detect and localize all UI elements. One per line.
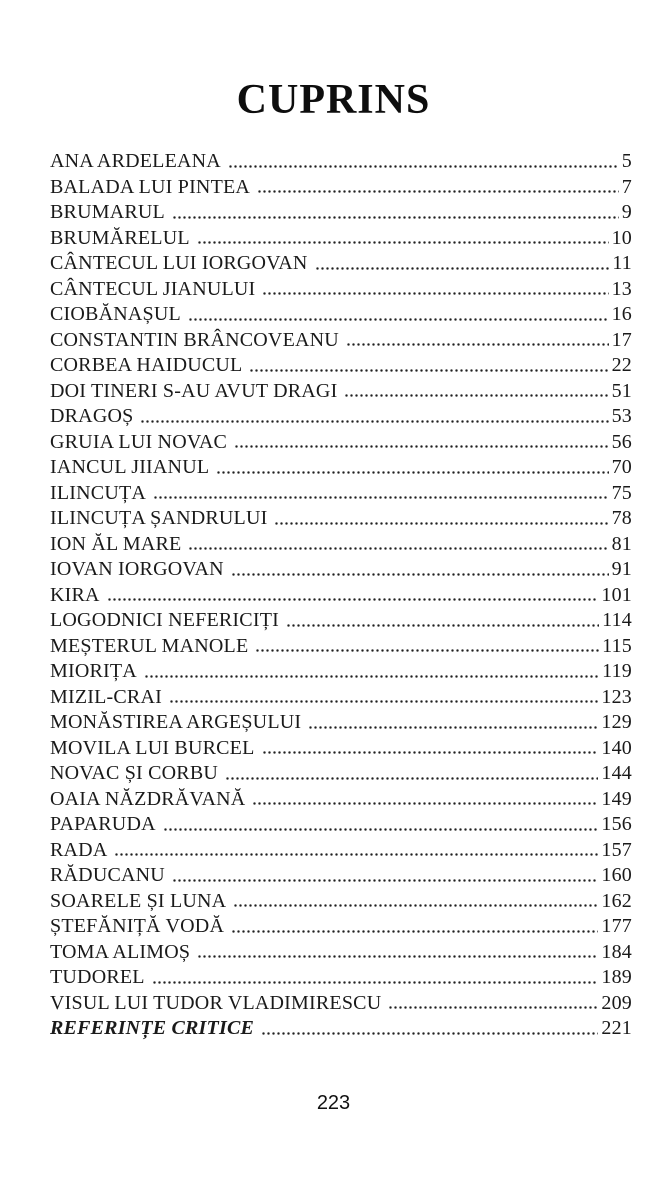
toc-entry-page-number: 5 [621,150,632,172]
toc-entry-label: IOVAN IORGOVAN [50,558,224,580]
toc-entry [50,787,632,813]
toc-dot-leader [169,685,598,711]
toc-entry-label: SOARELE ȘI LUNA [50,889,227,912]
toc-entry [50,481,632,507]
toc-dot-leader [172,200,619,226]
toc-entry-label: ILINCUȚA ȘANDRULUI [50,507,268,529]
toc-entry-label: CIOBĂNAȘUL [50,303,181,325]
toc-entry [50,583,632,609]
toc-entry-label: REFERINȚE CRITICE [50,1017,255,1039]
toc-entry [50,710,632,736]
toc-entry-page-number: 22 [611,354,632,376]
toc-dot-leader [308,710,598,736]
toc-entry-page-number: 209 [601,991,632,1014]
toc-entry-label: DRAGOȘ [50,405,134,427]
toc-entry [50,379,632,405]
toc-entry-page-number: 184 [601,940,632,963]
toc-entry-label: KIRA [50,583,100,606]
toc-entry-page-number: 10 [611,226,632,249]
toc-entry [50,608,632,634]
toc-entry [50,532,632,558]
toc-dot-leader [344,379,608,405]
toc-entry-page-number: 115 [602,634,632,657]
toc-entry-label: CÂNTECUL LUI IORGOVAN [50,252,308,274]
toc-entry-page-number: 9 [621,201,632,223]
toc-entry-label: CORBEA HAIDUCUL [50,354,243,376]
toc-entry [50,506,632,532]
toc-entry [50,659,632,685]
toc-entry-label: GRUIA LUI NOVAC [50,430,228,453]
toc-dot-leader [172,863,598,889]
toc-dot-leader [262,277,608,303]
toc-list [50,149,632,1042]
toc-entry-page-number: 91 [611,558,632,580]
toc-entry [50,557,632,583]
toc-dot-leader [274,506,608,532]
toc-dot-leader [234,430,609,456]
page-title: CUPRINS [236,77,431,123]
toc-entry-label: BRUMARUL [50,201,165,223]
toc-entry-page-number: 114 [602,609,632,631]
toc-entry [50,430,632,456]
toc-entry [50,455,632,481]
toc-entry [50,1016,632,1042]
toc-dot-leader [261,1016,598,1042]
toc-entry [50,863,632,889]
toc-entry [50,991,632,1017]
toc-entry [50,914,632,940]
toc-dot-leader [255,634,599,660]
toc-entry-label: BRUMĂRELUL [50,226,190,249]
toc-dot-leader [231,914,598,940]
toc-entry-page-number: 75 [611,481,632,504]
toc-entry [50,685,632,711]
toc-entry-page-number: 162 [601,889,632,912]
toc-entry-label: MEȘTERUL MANOLE [50,634,249,657]
toc-dot-leader [233,889,598,915]
toc-entry-label: MOVILA LUI BURCEL [50,736,255,759]
toc-entry [50,812,632,838]
toc-entry-page-number: 156 [601,813,632,835]
toc-dot-leader [286,608,599,634]
folio-page-number: 223 [316,1092,351,1114]
toc-entry-page-number: 129 [601,711,632,733]
toc-entry-label: RADA [50,838,108,861]
toc-entry [50,302,632,328]
toc-entry-label: ION ĂL MARE [50,532,182,555]
toc-entry [50,965,632,991]
toc-entry [50,889,632,915]
toc-entry-label: TUDOREL [50,966,145,988]
toc-entry-page-number: 16 [611,303,632,325]
toc-entry-page-number: 144 [601,762,632,784]
toc-entry-label: ILINCUȚA [50,481,147,504]
toc-entry-page-number: 149 [601,787,632,810]
toc-entry-label: DOI TINERI S-AU AVUT DRAGI [50,379,338,402]
toc-entry [50,200,632,226]
toc-dot-leader [216,455,608,481]
toc-entry-page-number: 123 [601,685,632,708]
toc-entry-page-number: 177 [601,915,632,937]
toc-entry-label: CÂNTECUL JIANULUI [50,277,256,300]
toc-dot-leader [228,149,619,175]
toc-dot-leader [315,251,610,277]
toc-entry-page-number: 17 [611,328,632,351]
toc-entry-page-number: 119 [602,660,632,682]
toc-dot-leader [197,940,598,966]
toc-entry-label: VISUL LUI TUDOR VLADIMIRESCU [50,991,382,1014]
toc-entry-page-number: 157 [601,838,632,861]
toc-entry [50,761,632,787]
toc-entry-page-number: 81 [611,532,632,555]
toc-entry-page-number: 53 [611,405,632,427]
toc-entry-label: OAIA NĂZDRĂVANĂ [50,787,246,810]
toc-dot-leader [144,659,599,685]
toc-entry [50,940,632,966]
toc-dot-leader [152,965,599,991]
toc-entry [50,838,632,864]
toc-entry [50,328,632,354]
toc-dot-leader [346,328,609,354]
toc-dot-leader [140,404,608,430]
toc-entry [50,736,632,762]
toc-entry-page-number: 160 [601,864,632,886]
toc-entry [50,226,632,252]
toc-entry-page-number: 56 [611,430,632,453]
toc-entry-page-number: 70 [611,456,632,478]
toc-dot-leader [188,532,608,558]
toc-entry-label: MONĂSTIREA ARGEȘULUI [50,711,302,733]
toc-entry [50,149,632,175]
toc-entry [50,404,632,430]
toc-entry-page-number: 140 [601,736,632,759]
toc-dot-leader [188,302,609,328]
toc-entry-label: IANCUL JIIANUL [50,456,210,478]
toc-dot-leader [197,226,609,252]
toc-entry [50,634,632,660]
toc-entry-page-number: 101 [601,583,632,606]
toc-entry-label: PAPARUDA [50,813,156,835]
toc-entry-page-number: 11 [612,252,632,274]
toc-entry [50,277,632,303]
toc-dot-leader [163,812,599,838]
toc-dot-leader [249,353,608,379]
toc-entry [50,175,632,201]
toc-dot-leader [114,838,598,864]
toc-dot-leader [388,991,598,1017]
toc-entry-page-number: 7 [621,175,632,198]
toc-entry-page-number: 78 [611,507,632,529]
toc-dot-leader [153,481,609,507]
toc-entry-page-number: 189 [601,966,632,988]
toc-entry-label: ANA ARDELEANA [50,150,221,172]
toc-entry-label: CONSTANTIN BRÂNCOVEANU [50,328,339,351]
toc-entry-label: TOMA ALIMOȘ [50,940,191,963]
toc-dot-leader [262,736,599,762]
toc-entry-label: RĂDUCANU [50,864,165,886]
toc-entry [50,353,632,379]
toc-entry-label: MIORIȚA [50,660,137,682]
toc-entry-label: BALADA LUI PINTEA [50,175,251,198]
toc-entry [50,251,632,277]
toc-dot-leader [252,787,598,813]
toc-entry-label: LOGODNICI NEFERICIȚI [50,609,279,631]
toc-entry-page-number: 13 [611,277,632,300]
toc-dot-leader [107,583,599,609]
toc-entry-label: MIZIL-CRAI [50,685,162,708]
toc-entry-label: ȘTEFĂNIȚĂ VODĂ [50,915,225,937]
toc-dot-leader [231,557,609,583]
toc-dot-leader [257,175,619,201]
toc-entry-page-number: 51 [611,379,632,402]
toc-entry-page-number: 221 [601,1017,632,1039]
toc-entry-label: NOVAC ȘI CORBU [50,762,219,784]
toc-dot-leader [225,761,598,787]
